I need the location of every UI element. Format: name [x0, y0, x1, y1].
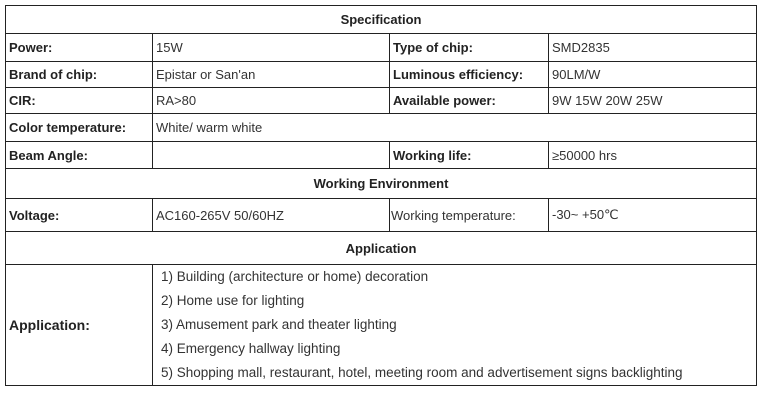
application-item: 1) Building (architecture or home) decoration: [161, 269, 429, 284]
label-application: Application:: [6, 265, 153, 386]
env-row-voltage: [6, 199, 757, 232]
spec-row-power: [6, 34, 757, 62]
value-working-temperature: -30~ +50℃: [549, 199, 757, 232]
spec-row-color-temperature: [6, 114, 757, 142]
value-color-temperature: White/ warm white: [153, 114, 757, 142]
section-header-working-environment: Working Environment: [6, 169, 757, 199]
value-available-power: 9W 15W 20W 25W: [549, 88, 757, 114]
application-item: 2) Home use for lighting: [161, 293, 305, 308]
value-cir: RA>80: [153, 88, 390, 114]
label-working-temperature: Working temperature:: [390, 199, 549, 232]
value-working-life: ≥50000 hrs: [549, 142, 757, 169]
section-header-specification: Specification: [6, 6, 757, 34]
application-list: [153, 265, 757, 386]
value-voltage: AC160-265V 50/60HZ: [153, 199, 390, 232]
spec-row-beam-angle: [6, 142, 757, 169]
value-beam-angle: [153, 142, 390, 169]
label-available-power: Available power:: [390, 88, 549, 114]
label-type-of-chip: Type of chip:: [390, 34, 549, 62]
label-cir: CIR:: [6, 88, 153, 114]
label-color-temperature: Color temperature:: [6, 114, 153, 142]
value-luminous-efficiency: 90LM/W: [549, 62, 757, 88]
label-voltage: Voltage:: [6, 199, 153, 232]
label-luminous-efficiency: Luminous efficiency:: [390, 62, 549, 88]
section-header-application: Application: [6, 232, 757, 265]
spec-row-cir: [6, 88, 757, 114]
value-brand-of-chip: Epistar or San'an: [153, 62, 390, 88]
label-beam-angle: Beam Angle:: [6, 142, 153, 169]
application-item: 3) Amusement park and theater lighting: [161, 317, 397, 332]
application-item: 4) Emergency hallway lighting: [161, 341, 341, 356]
specification-table: [5, 5, 757, 386]
label-working-life: Working life:: [390, 142, 549, 169]
value-power: 15W: [153, 34, 390, 62]
label-brand-of-chip: Brand of chip:: [6, 62, 153, 88]
spec-row-brand: [6, 62, 757, 88]
label-power: Power:: [6, 34, 153, 62]
application-row: [6, 265, 757, 386]
application-item: 5) Shopping mall, restaurant, hotel, meeting room and advertisement signs backlighting: [161, 365, 683, 380]
value-type-of-chip: SMD2835: [549, 34, 757, 62]
